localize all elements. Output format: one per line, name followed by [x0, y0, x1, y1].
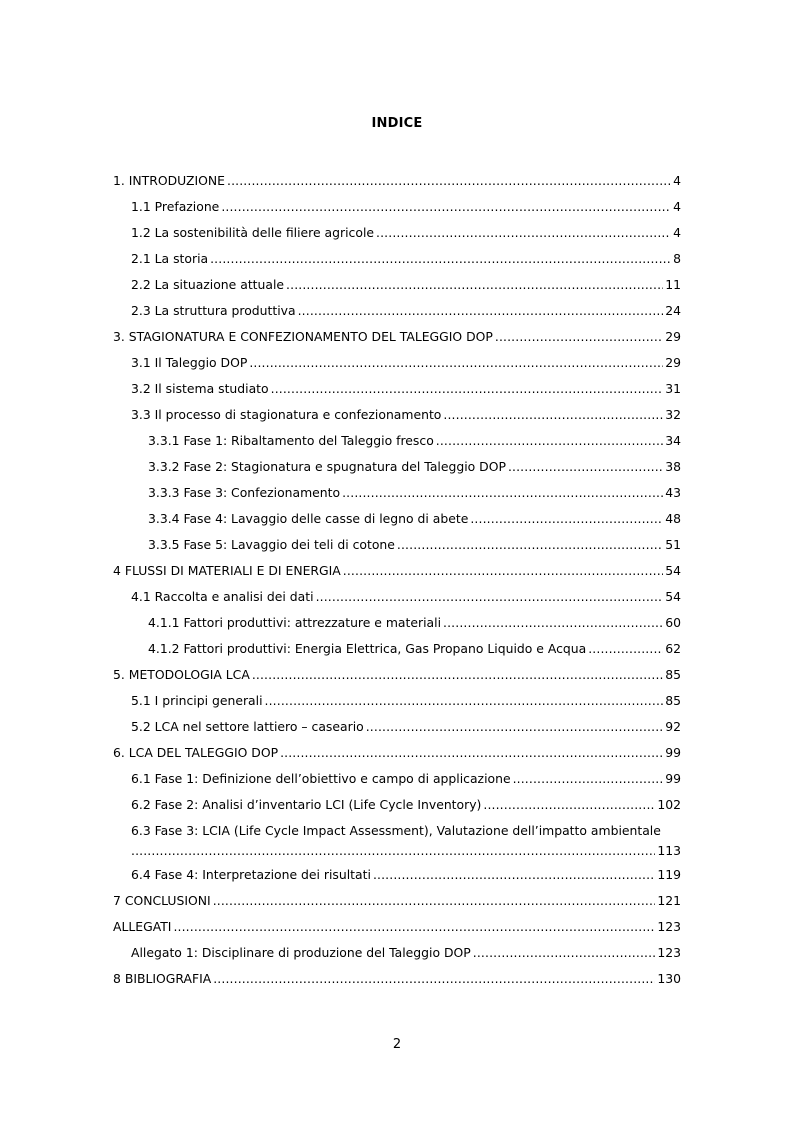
toc-entry-label: ALLEGATI	[113, 919, 172, 934]
dot-leader	[343, 558, 663, 584]
toc-entry-label: 4.1.2 Fattori produttivi: Energia Elettrica, Gas Propano Liquido e Acqua	[148, 641, 587, 656]
toc-entry-page: 60	[665, 615, 681, 630]
toc-entry-page: 121	[657, 893, 681, 908]
dot-leader	[173, 914, 655, 940]
toc-entry-lca-lattiero[interactable]	[113, 714, 681, 740]
toc-entry-label: 3.3.2 Fase 2: Stagionatura e spugnatura del Taleggio DOP	[148, 459, 506, 474]
dot-leader	[221, 194, 671, 220]
dot-leader	[342, 480, 663, 506]
toc-entry-attrezzature[interactable]	[113, 610, 681, 636]
dot-leader	[213, 966, 655, 992]
toc-entry-page: 102	[657, 797, 681, 812]
toc-entry-label: 3.2 Il sistema studiato	[131, 381, 269, 396]
toc-entry-label: 6.1 Fase 1: Definizione dell’obiettivo e campo di applicazione	[131, 771, 511, 786]
dot-leader	[210, 246, 671, 272]
dot-leader	[483, 792, 655, 818]
toc-entry-page: 113	[657, 843, 681, 858]
toc-entry-label: 4.1.1 Fattori produttivi: attrezzature e materiali	[148, 615, 442, 630]
toc-entry-taleggio-dop[interactable]	[113, 350, 681, 376]
toc-entry-fase-3[interactable]	[113, 480, 681, 506]
toc-entry-page: 31	[665, 381, 681, 396]
toc-entry-label: 1.2 La sostenibilità delle filiere agricole	[131, 225, 375, 240]
toc-entry-label: 3. STAGIONATURA E CONFEZIONAMENTO DEL TALEGGIO DOP	[113, 329, 493, 344]
toc-entry-bibliografia[interactable]	[113, 966, 681, 992]
toc-entry-label: 7 CONCLUSIONI	[113, 893, 211, 908]
toc-entry-page: 99	[665, 771, 681, 786]
toc-entry-page: 8	[673, 251, 681, 266]
toc-entry-label: 4 FLUSSI DI MATERIALI E DI ENERGIA	[113, 563, 341, 578]
dot-leader	[280, 740, 663, 766]
toc-entry-page: 123	[657, 945, 681, 960]
toc-entry-label: 5.2 LCA nel settore lattiero – caseario	[131, 719, 364, 734]
toc-entry-raccolta-dati[interactable]	[113, 584, 681, 610]
toc-entry-page: 38	[665, 459, 681, 474]
toc-entry-page: 24	[665, 303, 681, 318]
dot-leader	[298, 298, 664, 324]
dot-leader	[249, 350, 663, 376]
toc-entry-page: 48	[665, 511, 681, 526]
toc-entry-label: 1. INTRODUZIONE	[113, 173, 225, 188]
dot-leader	[131, 841, 655, 861]
toc-entry-page: 4	[673, 225, 681, 240]
dot-leader	[470, 506, 663, 532]
toc-entry-label: 1.1 Prefazione	[131, 199, 220, 214]
toc-entry-page: 85	[665, 693, 681, 708]
toc-entry-principi-generali[interactable]	[113, 688, 681, 714]
toc-entry-page: 62	[665, 641, 681, 656]
toc-entry-storia[interactable]	[113, 246, 681, 272]
toc-entry-lca-fase-4[interactable]	[113, 862, 681, 888]
dot-leader	[436, 428, 663, 454]
toc-entry-label: 5.1 I principi generali	[131, 693, 263, 708]
toc-entry-metodologia-lca[interactable]	[113, 662, 681, 688]
toc-entry-fase-4[interactable]	[113, 506, 681, 532]
toc-entry-page: 130	[657, 971, 681, 986]
toc-entry-struttura-produttiva[interactable]	[113, 298, 681, 324]
toc-entry-allegati[interactable]	[113, 914, 681, 940]
toc-entry-label: 6.2 Fase 2: Analisi d’inventario LCI (Life Cycle Inventory)	[131, 797, 482, 812]
toc-entry-page: 32	[665, 407, 681, 422]
page-number: 2	[392, 1037, 402, 1052]
toc-entry-page: 123	[657, 919, 681, 934]
toc-entry-page: 51	[665, 537, 681, 552]
toc-entry-lca-fase-2[interactable]	[113, 792, 681, 818]
toc-entry-label: 3.3.4 Fase 4: Lavaggio delle casse di legno di abete	[148, 511, 469, 526]
toc-entry-page: 54	[665, 563, 681, 578]
toc-entry-label: 6.3 Fase 3: LCIA (Life Cycle Impact Assessment), Valutazione dell’impatto ambientale	[131, 823, 661, 838]
toc-entry-label: 6.4 Fase 4: Interpretazione dei risultati	[131, 867, 371, 882]
toc-entry-prefazione[interactable]	[113, 194, 681, 220]
toc-entry-page: 54	[665, 589, 681, 604]
dot-leader	[271, 376, 664, 402]
toc-entry-page: 99	[665, 745, 681, 760]
toc-entry-fase-2[interactable]	[113, 454, 681, 480]
toc-entry-situazione-attuale[interactable]	[113, 272, 681, 298]
toc-entry-page: 85	[665, 667, 681, 682]
toc-entry-page: 29	[665, 355, 681, 370]
dot-leader	[443, 402, 663, 428]
toc-entry-fase-1[interactable]	[113, 428, 681, 454]
toc-entry-label: Allegato 1: Disciplinare di produzione del Taleggio DOP	[131, 945, 471, 960]
toc-entry-page: 29	[665, 329, 681, 344]
toc-entry-label: 2.1 La storia	[131, 251, 209, 266]
dot-leader	[366, 714, 664, 740]
dot-leader	[443, 610, 663, 636]
table-of-contents	[113, 168, 681, 992]
toc-entry-sostenibilita[interactable]	[113, 220, 681, 246]
toc-entry-page: 11	[665, 277, 681, 292]
toc-entry-page: 43	[665, 485, 681, 500]
dot-leader	[513, 766, 664, 792]
toc-entry-label: 8 BIBLIOGRAFIA	[113, 971, 212, 986]
toc-entry-lca-fase-3[interactable]	[113, 818, 681, 862]
toc-entry-label: 3.1 Il Taleggio DOP	[131, 355, 248, 370]
toc-entry-stagionatura[interactable]	[113, 324, 681, 350]
toc-entry-label: 2.2 La situazione attuale	[131, 277, 285, 292]
dot-leader	[376, 220, 671, 246]
toc-entry-label: 3.3.3 Fase 3: Confezionamento	[148, 485, 341, 500]
toc-entry-page: 4	[673, 173, 681, 188]
dot-leader	[227, 168, 671, 194]
toc-entry-label: 6. LCA DEL TALEGGIO DOP	[113, 745, 279, 760]
dot-leader	[316, 584, 664, 610]
dot-leader	[495, 324, 663, 350]
toc-entry-energia[interactable]	[113, 636, 681, 662]
dot-leader	[252, 662, 663, 688]
toc-entry-label: 2.3 La struttura produttiva	[131, 303, 296, 318]
toc-entry-fase-5[interactable]	[113, 532, 681, 558]
toc-entry-sistema-studiato[interactable]	[113, 376, 681, 402]
toc-entry-label: 4.1 Raccolta e analisi dei dati	[131, 589, 314, 604]
toc-entry-lca-taleggio[interactable]	[113, 740, 681, 766]
toc-entry-introduzione[interactable]	[113, 168, 681, 194]
toc-entry-conclusioni[interactable]	[113, 888, 681, 914]
dot-leader	[397, 532, 663, 558]
dot-leader	[473, 940, 656, 966]
dot-leader	[588, 636, 663, 662]
toc-entry-page: 34	[665, 433, 681, 448]
toc-entry-lca-fase-1[interactable]	[113, 766, 681, 792]
toc-entry-processo[interactable]	[113, 402, 681, 428]
dot-leader	[373, 862, 655, 888]
toc-entry-label: 5. METODOLOGIA LCA	[113, 667, 250, 682]
dot-leader	[213, 888, 656, 914]
toc-entry-page: 92	[665, 719, 681, 734]
toc-entry-flussi[interactable]	[113, 558, 681, 584]
toc-entry-page: 119	[657, 867, 681, 882]
toc-entry-allegato-1[interactable]	[113, 940, 681, 966]
dot-leader	[265, 688, 664, 714]
toc-entry-label: 3.3.1 Fase 1: Ribaltamento del Taleggio fresco	[148, 433, 434, 448]
toc-entry-label: 3.3 Il processo di stagionatura e confezionamento	[131, 407, 442, 422]
toc-entry-label: 3.3.5 Fase 5: Lavaggio dei teli di cotone	[148, 537, 395, 552]
dot-leader	[508, 454, 663, 480]
page-title: INDICE	[371, 116, 423, 131]
dot-leader	[286, 272, 663, 298]
toc-entry-page: 4	[673, 199, 681, 214]
